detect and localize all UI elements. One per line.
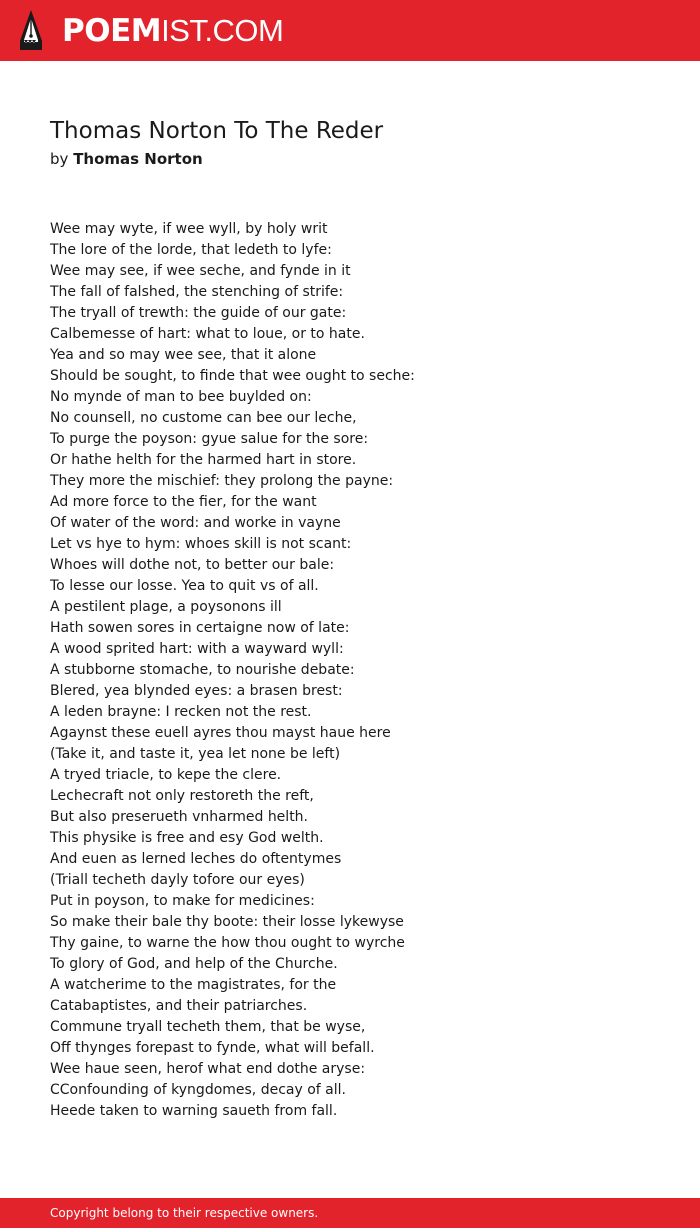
poem-line: To purge the poyson: gyue salue for the sore: (50, 431, 369, 447)
logo-bold-text: POEM (62, 13, 162, 49)
poem-line: To lesse our losse. Yea to quit vs of all. (50, 578, 319, 594)
poem-title: Thomas Norton To The Reder (50, 118, 384, 144)
poem-line: Agaynst these euell ayres thou mayst haue here (50, 725, 391, 741)
poem-line: (Triall techeth dayly tofore our eyes) (50, 872, 305, 888)
byline (50, 149, 203, 169)
poem-line: A tryed triacle, to kepe the clere. (50, 767, 282, 783)
poem-line: Hath sowen sores in certaigne now of late: (50, 620, 350, 636)
poem-line: Wee haue seen, herof what end dothe aryse: (50, 1061, 366, 1077)
poem-line: To glory of God, and help of the Churche. (50, 956, 338, 972)
poem-line: Catabaptistes, and their patriarches. (50, 998, 308, 1014)
poem-line: No mynde of man to bee buylded on: (50, 389, 312, 405)
poem-line: A pestilent plage, a poysonons ill (50, 599, 282, 615)
by-label: by (50, 150, 69, 168)
poem-line: Thy gaine, to warne the how thou ought to wyrche (50, 935, 405, 951)
poem-line: Should be sought, to finde that wee ought to seche: (50, 368, 415, 384)
poem-line: But also preserueth vnharmed helth. (50, 809, 309, 825)
author-name: Thomas Norton (73, 150, 203, 168)
poem-line: Wee may wyte, if wee wyll, by holy writ (50, 221, 328, 237)
poem-line: A stubborne stomache, to nourishe debate: (50, 662, 355, 678)
poem-line: Put in poyson, to make for medicines: (50, 893, 315, 909)
poem-line: They more the mischief: they prolong the payne: (50, 473, 394, 489)
poem-line: This physike is free and esy God welth. (50, 830, 324, 846)
poem-body (50, 219, 670, 1122)
poem-line: CConfounding of kyngdomes, decay of all. (50, 1082, 346, 1098)
poem-line: The tryall of trewth: the guide of our gate: (50, 305, 347, 321)
poem-line: Commune tryall techeth them, that be wyse, (50, 1019, 366, 1035)
poem-line: No counsell, no custome can bee our leche, (50, 410, 357, 426)
poem-line: A wood sprited hart: with a wayward wyll: (50, 641, 344, 657)
poem-line: Or hathe helth for the harmed hart in store. (50, 452, 357, 468)
logo-light-text: IST.COM (161, 13, 284, 48)
poem-line: Whoes will dothe not, to better our bale: (50, 557, 335, 573)
site-logo[interactable] (62, 11, 283, 51)
poem-line: The lore of the lorde, that ledeth to lyfe: (50, 242, 332, 258)
poem-line: Blered, yea blynded eyes: a brasen brest: (50, 683, 343, 699)
poem-line: Of water of the word: and worke in vayne (50, 515, 341, 531)
poem-line: The fall of falshed, the stenching of strife: (50, 284, 344, 300)
site-footer (0, 1198, 700, 1228)
poem-line: And euen as lerned leches do oftentymes (50, 851, 342, 867)
poem-line: Off thynges forepast to fynde, what will befall. (50, 1040, 375, 1056)
poem-line: Wee may see, if wee seche, and fynde in it (50, 263, 351, 279)
poem-line: A watcherime to the magistrates, for the (50, 977, 337, 993)
poem-line: (Take it, and taste it, yea let none be left) (50, 746, 341, 762)
copyright-text: Copyright belong to their respective owners. (50, 1206, 319, 1220)
poem-line: Heede taken to warning saueth from fall. (50, 1103, 338, 1119)
poem-line: A leden brayne: I recken not the rest. (50, 704, 312, 720)
poem-line: So make their bale thy boote: their losse lykewyse (50, 914, 404, 930)
poem-line: Calbemesse of hart: what to loue, or to hate. (50, 326, 365, 342)
poem-line: Ad more force to the fier, for the want (50, 494, 317, 510)
pen-nib-icon[interactable] (17, 9, 45, 51)
site-header (0, 0, 700, 61)
poem-line: Lechecraft not only restoreth the reft, (50, 788, 314, 804)
poem-line: Yea and so may wee see, that it alone (50, 347, 317, 363)
poem-line: Let vs hye to hym: whoes skill is not scant: (50, 536, 352, 552)
